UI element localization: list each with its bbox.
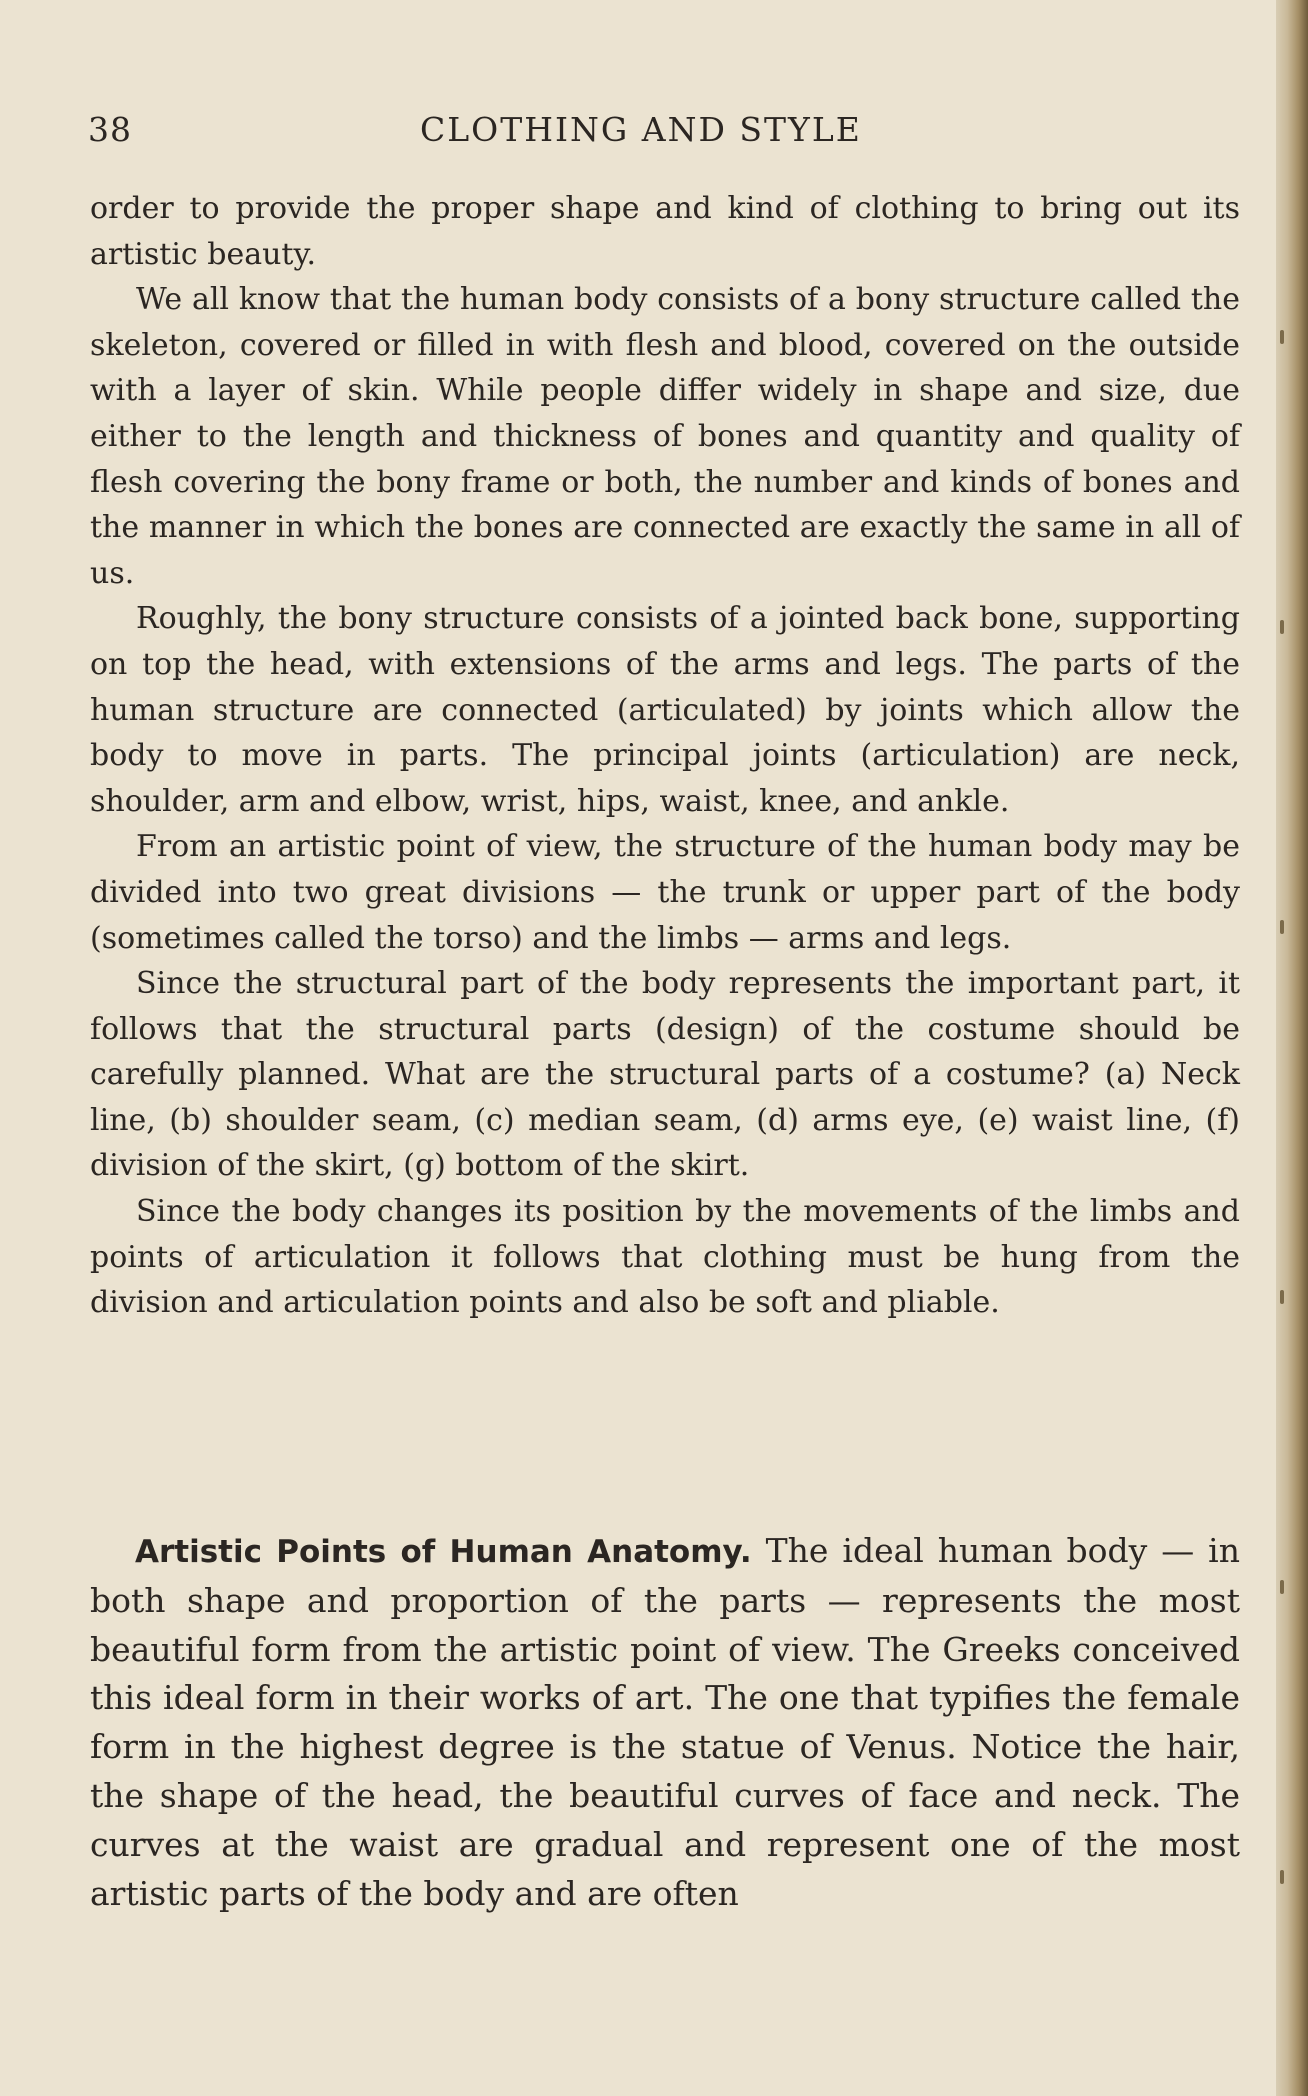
section-text: The ideal human body — in both shape and proportion of the parts — represents the most beautiful form from the artistic point of view. The Greeks conceived this ideal form in their works of art. The one that typifies the female form in the highest degree is the statue of Venus. Notice the hair, the shape of the head, the beautiful curves of face and neck. The curves at the waist are gradual and represent one of the most artistic parts of the body and are often (90, 1531, 1240, 1913)
edge-mark (1280, 1580, 1284, 1594)
edge-mark (1280, 1290, 1284, 1304)
section-artistic-points (90, 1527, 1240, 1918)
paragraph: We all know that the human body consists of a bony structure called the skeleton, covered or filled in with flesh and blood, covered on the outside with a layer of skin. While people differ widely in shape and size, due either to the length and thickness of bones and quantity and quality of flesh covering the bony frame or both, the number and kinds of bones and the manner in which the bones are connected are exactly the same in all of us. (90, 282, 1240, 591)
page-edge (1276, 0, 1308, 2096)
paragraph: order to provide the proper shape and kind of clothing to bring out its artistic beauty. (90, 191, 1240, 272)
body-text (90, 186, 1240, 1326)
paragraph: From an artistic point of view, the structure of the human body may be divided into two great divisions — the trunk or upper part of the body (sometimes called the torso) and the limbs — arms and legs. (90, 829, 1240, 956)
running-head: CLOTHING AND STYLE (420, 110, 862, 149)
edge-mark (1280, 920, 1284, 934)
paragraph: Since the structural part of the body represents the important part, it follows that the structural parts (design) of the costume should be carefully planned. What are the structural parts of a costume? (a) Neck line, (b) shoulder seam, (c) median seam, (d) arms eye, (e) waist line, (f) division of the skirt, (g) bottom of the skirt. (90, 966, 1240, 1184)
page-number: 38 (88, 110, 132, 149)
paragraph: Since the body changes its position by the movements of the limbs and points of articulation it follows that clothing must be hung from the division and articulation points and also be soft and pliable. (90, 1194, 1240, 1321)
section-heading: Artistic Points of Human Anatomy. (135, 1534, 752, 1570)
edge-mark (1280, 1870, 1284, 1884)
edge-mark (1280, 620, 1284, 634)
edge-mark (1280, 330, 1284, 344)
paragraph: Roughly, the bony structure consists of a jointed back bone, supporting on top the head, with extensions of the arms and legs. The parts of the human structure are connected (articulated) by joints which allow the body to move in parts. The principal joints (articulation) are neck, shoulder, arm and elbow, wrist, hips, waist, knee, and ankle. (90, 601, 1240, 819)
